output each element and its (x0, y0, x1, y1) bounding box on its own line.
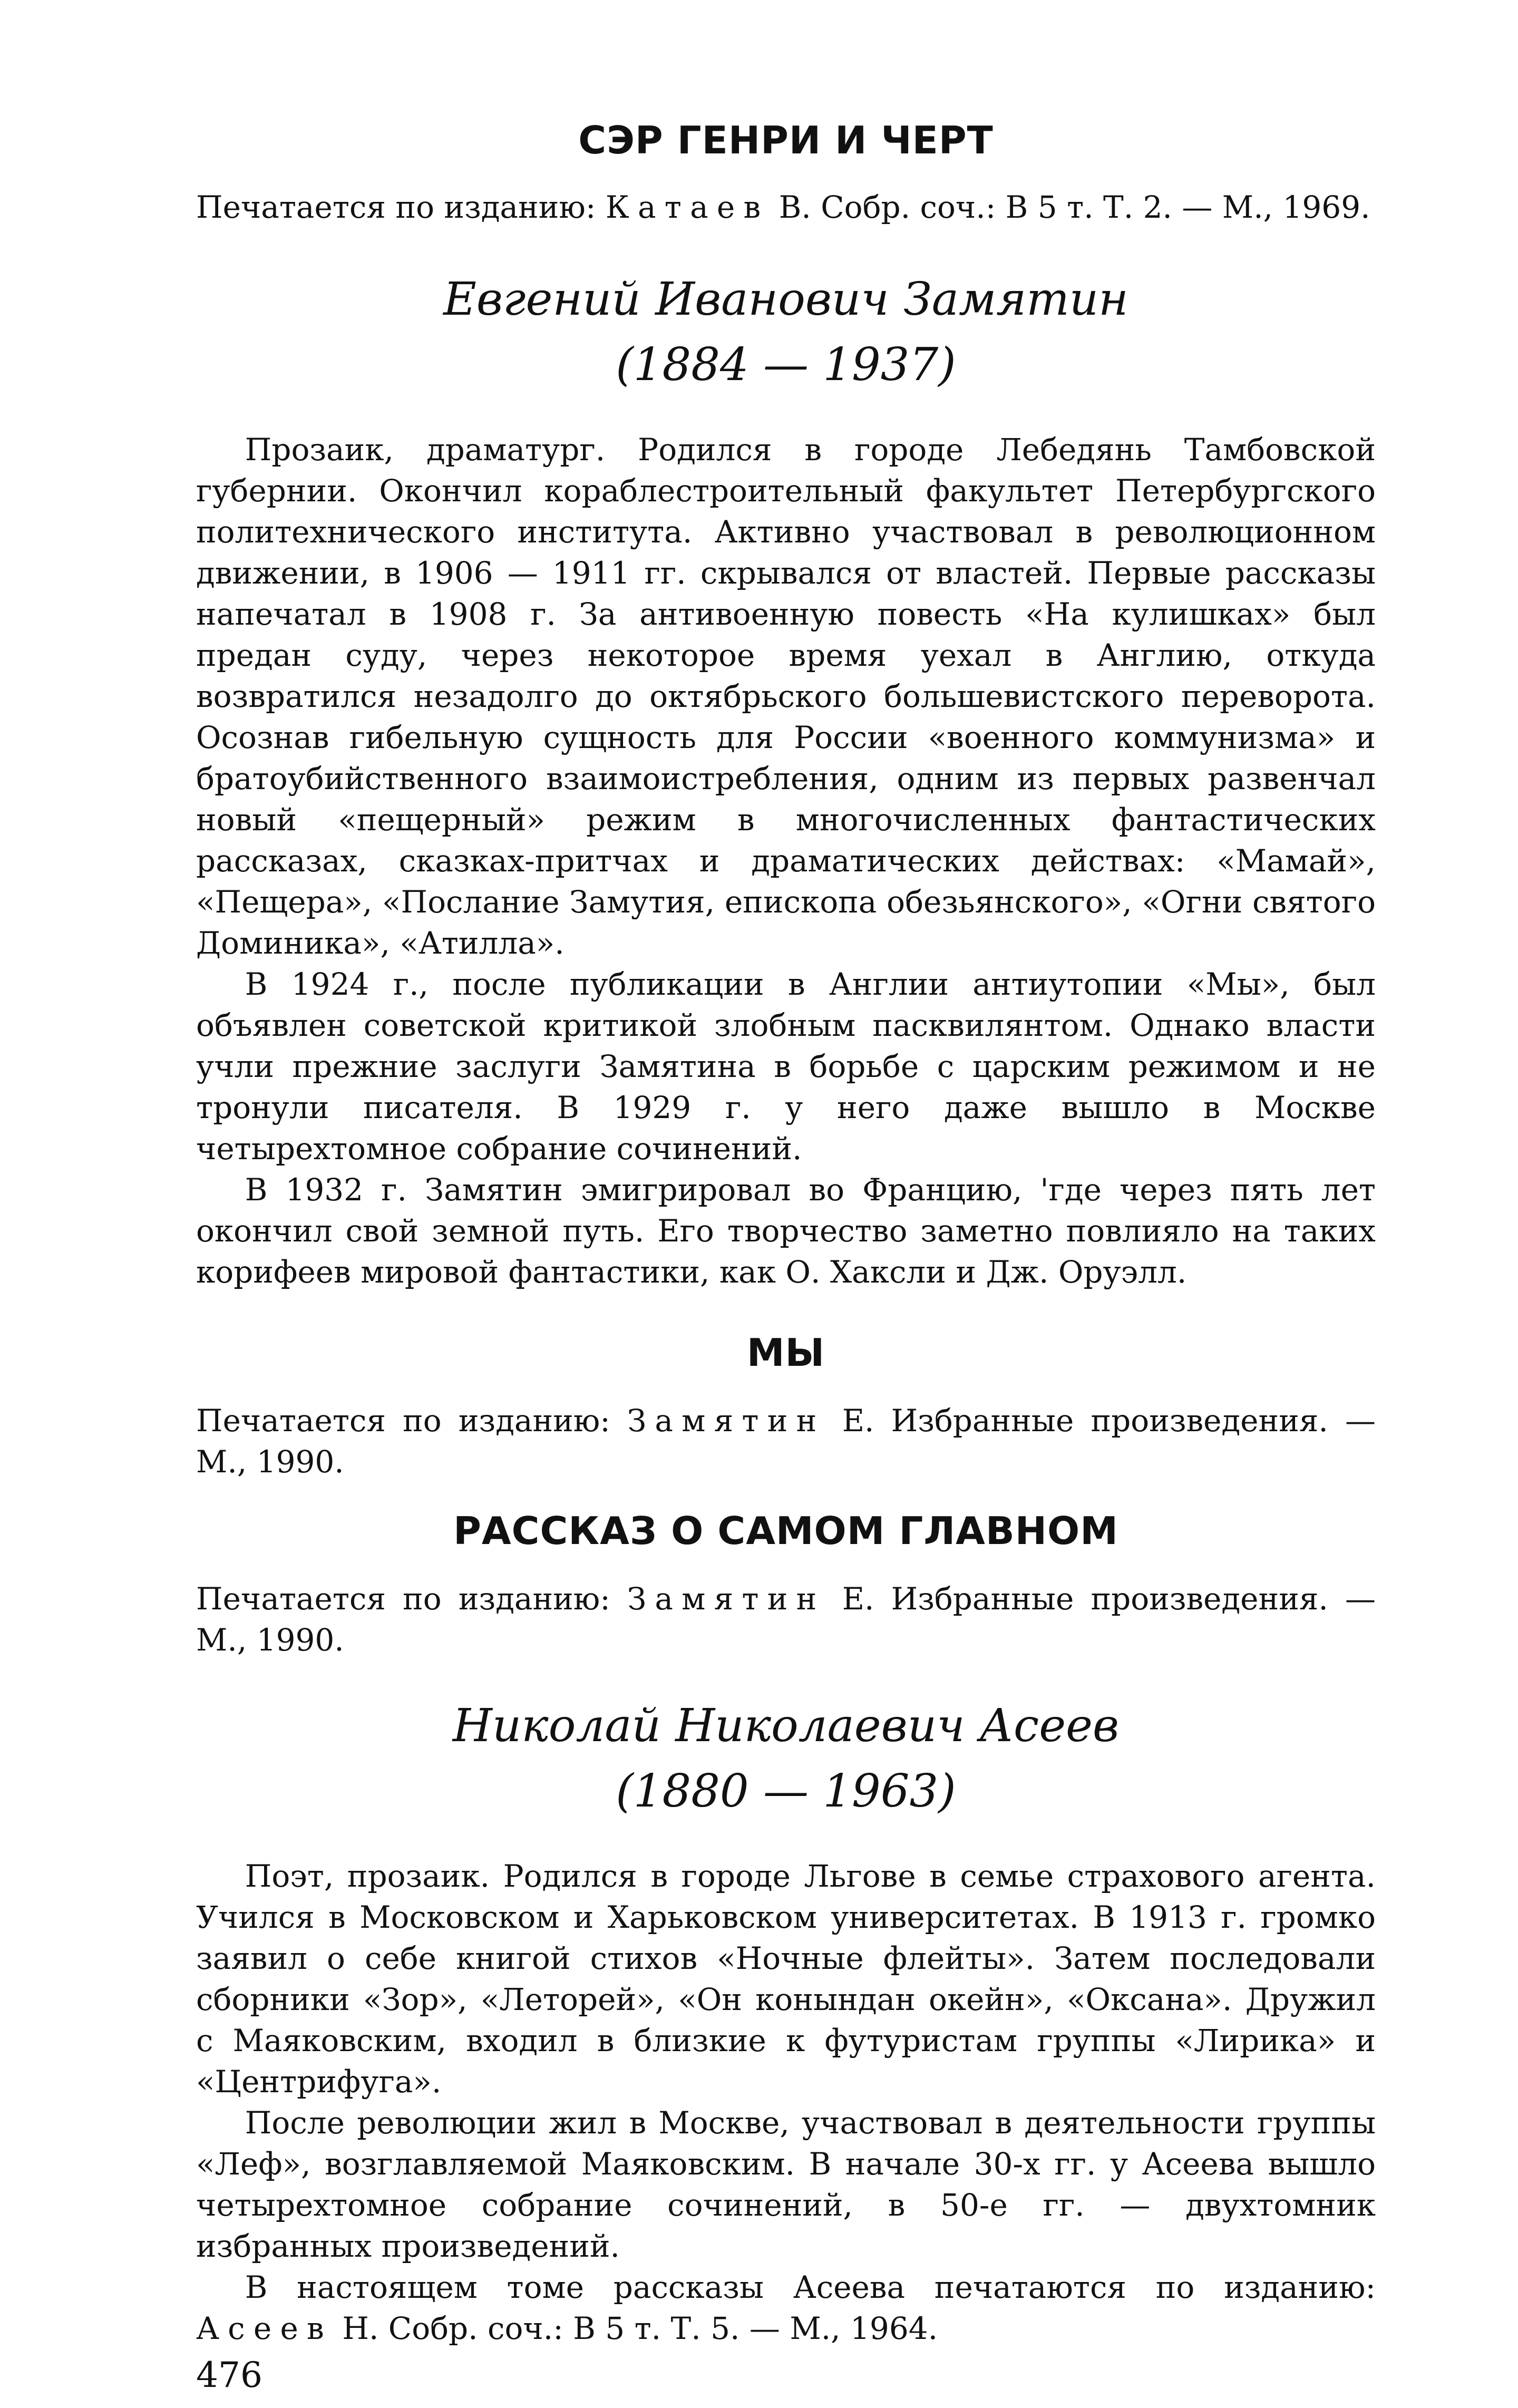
section-title-rasskaz: РАССКАЗ О САМОМ ГЛАВНОМ (453, 1509, 1118, 1553)
author-years: (1884 — 1937) (616, 338, 956, 391)
source-prefix: Печатается по изданию: (196, 1581, 628, 1617)
source-rest: Е. Избранные произведения. — М., 1990. (196, 1403, 1376, 1480)
bio-paragraph-aseev-3 (196, 2267, 1376, 2349)
source-note-henry (196, 187, 1376, 228)
source-rest: Н. Собр. соч.: В 5 т. Т. 5. — М., 1964. (332, 2310, 938, 2346)
author-heading-zamyatin (196, 267, 1376, 397)
page-number: 476 (196, 2355, 262, 2395)
source-author: Замятин (627, 1403, 825, 1439)
bio-paragraph-aseev-2: После революции жил в Москве, участвовал в деятельности группы «Леф», возглавляемой Маяковским. В начале 30-х гг. у Асеева вышло четырехтомное собрание сочинений, в 50-е гг. — двухтомник избранных произведений. (196, 2105, 1376, 2264)
bio-paragraph-aseev-1: Поэт, прозаик. Родился в городе Льгове в семье страхового агента. Учился в Московском и Харьковском университетах. В 1913 г. громко заявил о себе книгой стихов «Ночные флейты». Затем последовали сборники «Зор», «Леторей», «Он конындан окейн», «Оксана». Дружил с Маяковским, входил в близкие к футуристам группы «Лирика» и «Центрифуга». (196, 1858, 1376, 2100)
source-author: Катаев (605, 189, 770, 225)
source-rest: Е. Избранные произведения. — М., 1990. (196, 1581, 1376, 1658)
source-author: Асеев (196, 2310, 333, 2346)
source-prefix: Печатается по изданию: (196, 1403, 628, 1439)
bio-paragraph-zamyatin-2: В 1924 г., после публикации в Англии антиутопии «Мы», был объявлен советской критикой злобным пасквилянтом. Однако власти учли прежние заслуги Замятина в борьбе с царским режимом и не тронули писателя. В 1929 г. у него даже вышло в Москве четырехтомное собрание сочинений. (196, 966, 1376, 1167)
source-prefix: Печатается по изданию: (196, 189, 606, 225)
author-heading-aseev (196, 1693, 1376, 1824)
author-name: Евгений Иванович Замятин (443, 273, 1128, 326)
source-rest: В. Собр. соч.: В 5 т. Т. 2. — М., 1969. (769, 189, 1370, 225)
section-title-my: МЫ (746, 1331, 825, 1375)
source-prefix: В настоящем томе рассказы Асеева печатаются по изданию: (245, 2269, 1376, 2305)
bio-paragraph-zamyatin-1: Прозаик, драматург. Родился в городе Лебедянь Тамбовской губернии. Окончил кораблестроительный факультет Петербургского политехнического института. Активно участвовал в революционном движении, в 1906 — 1911 гг. скрывался от властей. Первые рассказы напечатал в 1908 г. За антивоенную повесть «На кулишках» был предан суду, через некоторое время уехал в Англию, откуда возвратился незадолго до октябрьского большевистского переворота. Осознав гибельную сущность для России «военного коммунизма» и братоубийственного взаимоистребления, одним из первых развенчал новый «пещерный» режим в многочисленных фантастических рассказах, сказках-притчах и драматических действах: «Мамай», «Пещера», «Послание Замутия, епископа обезьянского», «Огни святого Доминика», «Атилла». (196, 432, 1376, 961)
page (196, 116, 1376, 2396)
source-author: Замятин (627, 1581, 825, 1617)
author-name: Николай Николаевич Асеев (452, 1700, 1120, 1752)
source-note-my (196, 1400, 1376, 1482)
section-title-henry: СЭР ГЕНРИ И ЧЕРТ (578, 118, 994, 162)
source-note-rasskaz (196, 1578, 1376, 1661)
author-years: (1880 — 1963) (616, 1765, 956, 1818)
bio-paragraph-zamyatin-3: В 1932 г. Замятин эмигрировал во Францию, 'где через пять лет окончил свой земной путь. Его творчество заметно повлияло на таких корифеев мировой фантастики, как О. Хаксли и Дж. Оруэлл. (196, 1172, 1376, 1290)
